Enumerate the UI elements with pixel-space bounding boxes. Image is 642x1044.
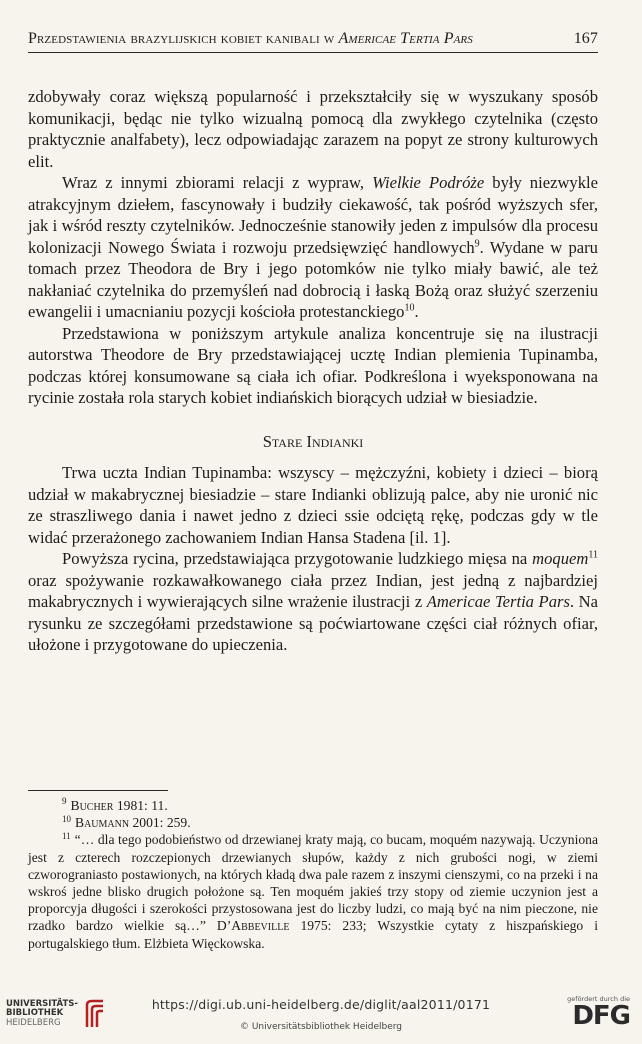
library-name-line2: BIBLIOTHEK	[6, 1008, 64, 1019]
paragraph-1: zdobywały coraz większą popularność i przekształciły się w wyszukany sposób komunikacji, będąc nie tylko wizualną pomocą dla zwykłego czytelnika (często praktycznie analfabety), lecz odpowiadając zarazem na popyt ze strony kulturowych elit.	[28, 87, 598, 171]
footnote-number: 9	[62, 796, 67, 807]
footnote-text: 1981: 11.	[113, 798, 168, 813]
footnotes	[28, 797, 598, 952]
footnote-author: Baumann	[75, 815, 130, 831]
dfg-logo: DFG	[572, 1001, 630, 1031]
p2-italic: Wielkie Podróże	[372, 173, 485, 192]
header-rule	[28, 52, 598, 53]
running-title-text: Przedstawienia brazylijskich kobiet kanibali w	[28, 30, 339, 47]
page-number: 167	[573, 30, 598, 47]
footnote-10	[28, 814, 598, 831]
footnote-ref-9[interactable]: 9	[474, 237, 480, 249]
p5-italic-moquem: moquem	[532, 549, 589, 568]
paragraph-2	[28, 172, 598, 323]
footnote-ref-11[interactable]: 11	[588, 549, 598, 561]
paragraph-5	[28, 548, 598, 656]
paragraph-4: Trwa uczta Indian Tupinamba: wszyscy – mężczyźni, kobiety i dzieci – biorą udział w makabrycznej biesiadzie – stare Indianki oblizują palce, aby nie uronić nic ze straszliwego dania i nawet jedno z dzieci ssie odciętą rękę, podczas gdy w tle widać przerażonego zachowaniem Indian Hansa Stadena [il. 1].	[28, 463, 598, 547]
funder-logo[interactable]	[567, 995, 630, 1029]
running-title	[28, 30, 473, 48]
main-text	[28, 86, 598, 656]
running-head	[28, 30, 598, 48]
p2-text-a: Wraz z innymi zbiorami relacji z wypraw,	[62, 173, 373, 192]
footnote-author: Bucher	[70, 798, 114, 813]
p2-text-b: były niezwykle atrakcyjnym dziełem, fascynowały i budziły ciekawość, tak pośród wyższych sfer, jak i wśród reszty czytelników. Jednocześnie stanowiły jeden z impulsów dla procesu kolonizacji Nowego Świata i rozwoju przedsięwzięć handlowych	[28, 173, 598, 257]
footnote-11	[28, 831, 598, 951]
footnote-number: 10	[62, 813, 71, 824]
running-title-italic: Americae Tertia Pars	[338, 30, 473, 47]
p5-italic-title: Americae Tertia Pars	[426, 592, 570, 611]
library-name-line3: HEIDELBERG	[6, 1017, 61, 1028]
footnote-text-end: 1975: 233; Wszystkie cytaty z hiszpańskiego i portugalskiego tłum. Elżbieta Więckowska.	[28, 918, 598, 951]
p2-text-c: . Wydane w paru tomach przez Theodora de Bry i jego potomków nie tylko miały bawić, ale też nakłaniać czytelnika do przemyśleń nad dobrocią i łaską Bożą oraz służyć szerzeniu ewangelii i umacnianiu pozycji kościoła protestanckiego	[28, 237, 598, 321]
footnote-author: Abbeville	[231, 918, 290, 934]
source-url[interactable]: https://digi.ub.uni-heidelberg.de/diglit/aal2011/0171	[151, 997, 491, 1012]
p5-text-b: oraz spożywanie rozkawałkowanego ciała przez Indian, jest jedną z najbardziej makabrycznych i wywierających silne wrażenie ilustracji z	[28, 570, 598, 611]
copyright: © Universitätsbibliothek Heidelberg	[239, 1022, 402, 1032]
p5-text-a: Powyższa rycina, przedstawiająca przygotowanie ludzkiego mięsa na	[62, 549, 533, 568]
footnote-number: 11	[62, 830, 71, 841]
library-name-line1: UNIVERSITÄTS-	[6, 998, 78, 1009]
p2-text-d: .	[414, 302, 419, 321]
footnote-text: 2001: 259.	[129, 815, 191, 831]
footnote-text: “… dla tego podobieństwo od drzewianej kraty mają, co bucam, moquém nazywają. Uczyniona jest z czterech rozczepionych drzewianych słupów, każdy z nich grubości nogi, w ziemi czworograniasto postawionych, na których kładą dwa pale razem z inszymi cienszymi, co na przeki i na wskroś jedne blisko drugich położone są. Ten moquém jakieś trzy stopy od ziemie uczynion jest a proporcyja długości i szerokości przystosowana jest do liczby ludzi, co mają być na nim pieczone, nie rzadko bardzo wielkie są…” D’	[28, 832, 598, 934]
paragraph-3: Przedstawiona w poniższym artykule analiza koncentruje się na ilustracji autorstwa Theodore de Bry przedstawiającej ucztę Indian plemienia Tupinamba, podczas której konsumowane są ciała ich ofiar. Podkreślona i wyeksponowana na rycinie została rola starych kobiet indiańskich biorących udział w biesiadzie.	[28, 323, 598, 407]
digitization-footer	[0, 995, 642, 1044]
footnote-rule	[28, 790, 168, 791]
footnote-9	[28, 797, 598, 814]
section-title: Stare Indianki	[262, 431, 364, 451]
footnote-ref-10[interactable]: 10	[404, 302, 415, 314]
funder-note: gefördert durch die	[567, 995, 630, 1003]
p5-text-c: . Na rysunku ze szczegółami przedstawione są poćwiartowane części ciał różnych ofiar, ułożone i przygotowane do upieczenia.	[28, 592, 598, 654]
